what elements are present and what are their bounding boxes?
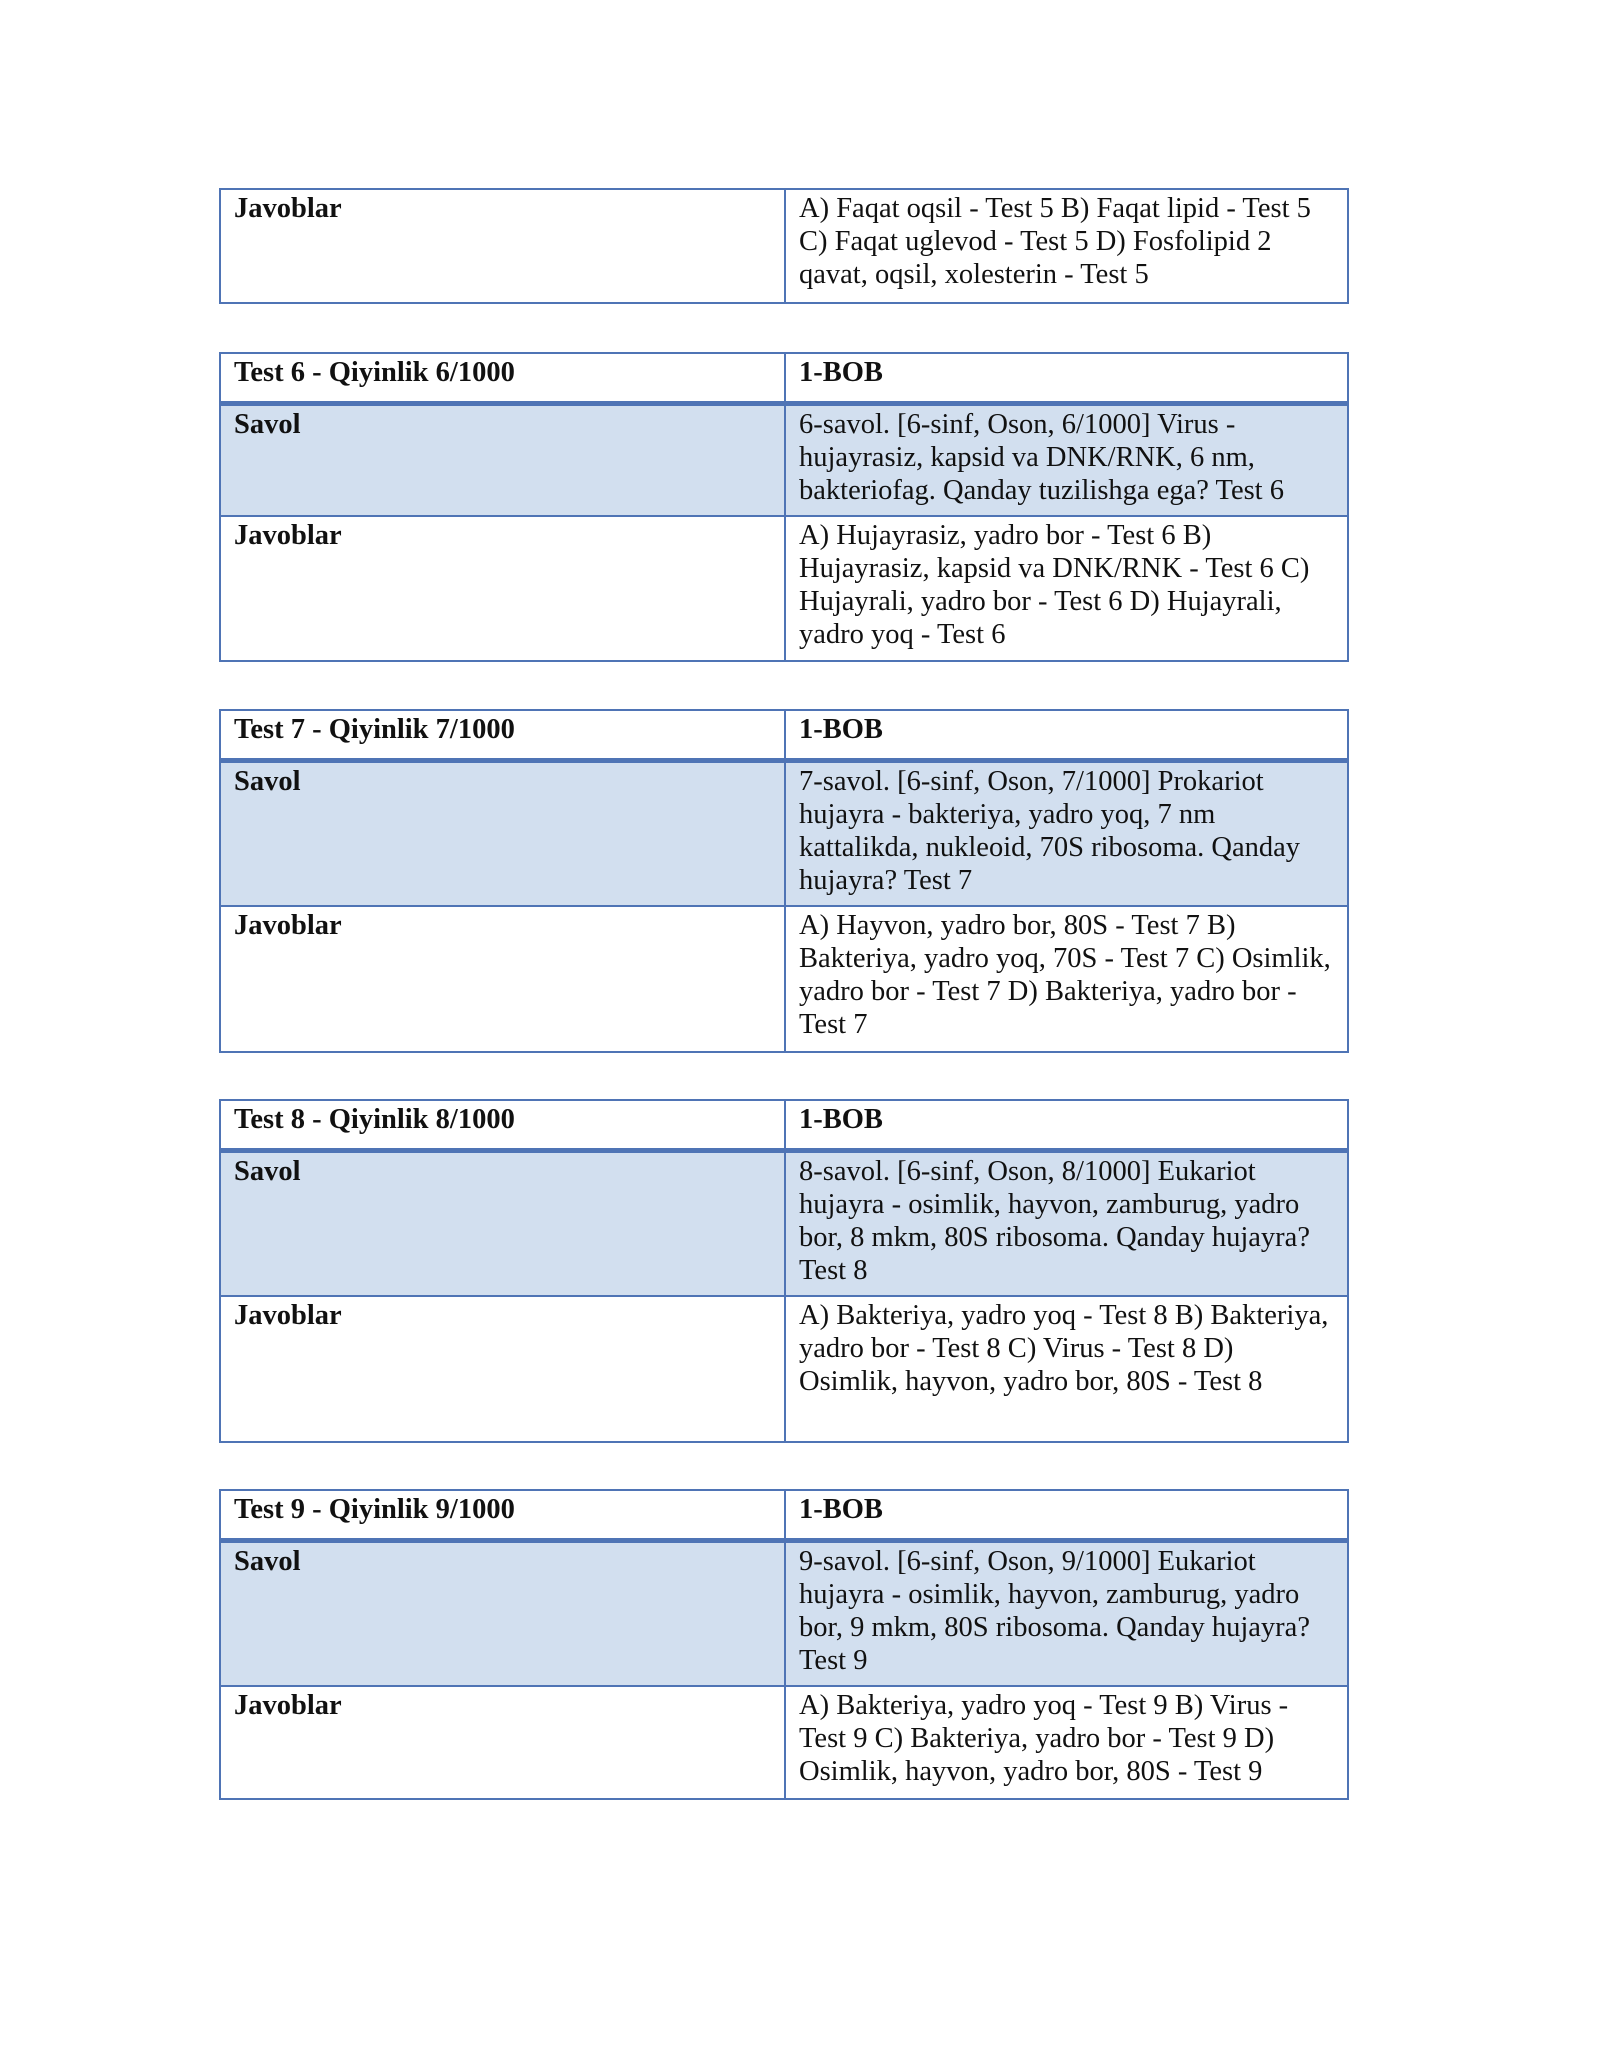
answers-text: A) Hujayrasiz, yadro bor - Test 6 B) Hujayrasiz, kapsid va DNK/RNK - Test 6 C) Hujayrali, yadro bor - Test 6 D) Hujayrali, yadro yoq - Test 6 — [785, 516, 1348, 661]
question-label: Savol — [220, 1540, 785, 1686]
chapter-label: 1-BOB — [785, 353, 1348, 403]
question-text: 9-savol. [6-sinf, Oson, 9/1000] Eukariot hujayra - osimlik, hayvon, zamburug, yadro bor, 9 mkm, 80S ribosoma. Qanday hujayra? Test 9 — [785, 1540, 1348, 1686]
test-8-table — [219, 1099, 1349, 1443]
question-row — [220, 1540, 1348, 1686]
answers-label: Javoblar — [220, 1296, 785, 1442]
answers-label: Javoblar — [220, 189, 785, 303]
chapter-label: 1-BOB — [785, 1100, 1348, 1150]
answers-row — [220, 189, 1348, 303]
answers-row — [220, 516, 1348, 661]
test-header-row — [220, 1490, 1348, 1540]
test-9-table — [219, 1489, 1349, 1800]
question-text: 8-savol. [6-sinf, Oson, 8/1000] Eukariot hujayra - osimlik, hayvon, zamburug, yadro bor, 8 mkm, 80S ribosoma. Qanday hujayra? Test 8 — [785, 1150, 1348, 1296]
answers-text: A) Faqat oqsil - Test 5 B) Faqat lipid - Test 5 C) Faqat uglevod - Test 5 D) Fosfolipid 2 qavat, oqsil, xolesterin - Test 5 — [785, 189, 1348, 303]
answers-text: A) Bakteriya, yadro yoq - Test 8 B) Bakteriya, yadro bor - Test 8 C) Virus - Test 8 D) Osimlik, hayvon, yadro bor, 80S - Test 8 — [785, 1296, 1348, 1442]
answers-row — [220, 1296, 1348, 1442]
chapter-label: 1-BOB — [785, 1490, 1348, 1540]
question-label: Savol — [220, 760, 785, 906]
answers-text: A) Hayvon, yadro bor, 80S - Test 7 B) Bakteriya, yadro yoq, 70S - Test 7 C) Osimlik, yadro bor - Test 7 D) Bakteriya, yadro bor - Test 7 — [785, 906, 1348, 1052]
test-header-row — [220, 710, 1348, 760]
answers-row — [220, 906, 1348, 1052]
test-title: Test 8 - Qiyinlik 8/1000 — [220, 1100, 785, 1150]
chapter-label: 1-BOB — [785, 710, 1348, 760]
question-text: 7-savol. [6-sinf, Oson, 7/1000] Prokariot hujayra - bakteriya, yadro yoq, 7 nm kattalikda, nukleoid, 70S ribosoma. Qanday hujayra? Test 7 — [785, 760, 1348, 906]
question-row — [220, 760, 1348, 906]
test-6-table — [219, 352, 1349, 662]
answers-row — [220, 1686, 1348, 1799]
question-text: 6-savol. [6-sinf, Oson, 6/1000] Virus - hujayrasiz, kapsid va DNK/RNK, 6 nm, bakteriofag. Qanday tuzilishga ega? Test 6 — [785, 403, 1348, 516]
answers-label: Javoblar — [220, 516, 785, 661]
question-row — [220, 403, 1348, 516]
question-label: Savol — [220, 403, 785, 516]
test-header-row — [220, 353, 1348, 403]
answers-label: Javoblar — [220, 906, 785, 1052]
test-title: Test 7 - Qiyinlik 7/1000 — [220, 710, 785, 760]
test-5-answers-table — [219, 188, 1349, 304]
answers-label: Javoblar — [220, 1686, 785, 1799]
question-row — [220, 1150, 1348, 1296]
test-title: Test 9 - Qiyinlik 9/1000 — [220, 1490, 785, 1540]
test-7-table — [219, 709, 1349, 1053]
answers-text: A) Bakteriya, yadro yoq - Test 9 B) Virus - Test 9 C) Bakteriya, yadro bor - Test 9 D) Osimlik, hayvon, yadro bor, 80S - Test 9 — [785, 1686, 1348, 1799]
question-label: Savol — [220, 1150, 785, 1296]
test-header-row — [220, 1100, 1348, 1150]
test-title: Test 6 - Qiyinlik 6/1000 — [220, 353, 785, 403]
